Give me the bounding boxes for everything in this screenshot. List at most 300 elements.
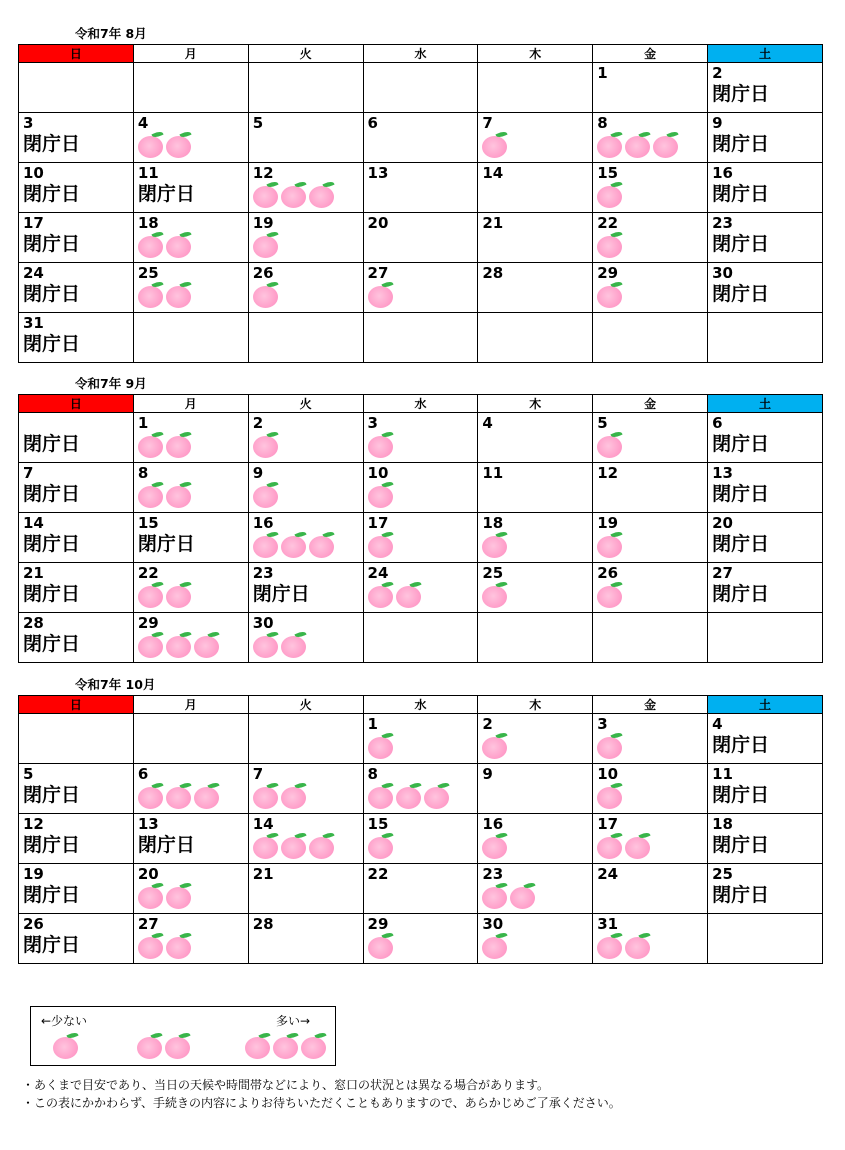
peach-icon bbox=[368, 833, 394, 859]
notes bbox=[22, 1076, 621, 1112]
day-number: 22 bbox=[597, 214, 619, 232]
weekday-header: 金 bbox=[593, 696, 708, 714]
weekday-header: 土 bbox=[708, 45, 823, 63]
month-title: 令和7年 9月 bbox=[75, 376, 147, 391]
weekday-header: 月 bbox=[133, 45, 248, 63]
peach-icon bbox=[138, 282, 164, 308]
crowd-level bbox=[253, 532, 363, 558]
peach-icon bbox=[482, 532, 508, 558]
week-row bbox=[19, 764, 823, 814]
day-cell bbox=[593, 163, 708, 213]
closed-day-label: 閉庁日 bbox=[23, 583, 81, 605]
peach-icon bbox=[166, 132, 192, 158]
calendar-table bbox=[18, 394, 823, 663]
peach-icon bbox=[597, 282, 623, 308]
closed-day-label: 閉庁日 bbox=[23, 183, 81, 205]
closed-day-label: 閉庁日 bbox=[712, 784, 770, 806]
closed-day-label: 閉庁日 bbox=[137, 183, 195, 205]
day-number: 5 bbox=[252, 114, 264, 132]
day-number: 19 bbox=[252, 214, 274, 232]
peach-icon bbox=[253, 232, 279, 258]
day-cell bbox=[19, 714, 134, 764]
peach-icon bbox=[482, 933, 508, 959]
weekday-header: 土 bbox=[708, 696, 823, 714]
day-cell bbox=[593, 113, 708, 163]
crowd-level bbox=[253, 482, 363, 508]
peach-icon bbox=[625, 833, 651, 859]
day-number: 18 bbox=[482, 514, 504, 532]
crowd-level bbox=[482, 933, 592, 959]
closed-day-label: 閉庁日 bbox=[23, 834, 81, 856]
week-row bbox=[19, 864, 823, 914]
closed-day-label: 閉庁日 bbox=[23, 934, 81, 956]
day-number: 3 bbox=[597, 715, 608, 733]
day-number: 11 bbox=[712, 765, 733, 783]
closed-day-label: 閉庁日 bbox=[23, 133, 81, 155]
peach-icon bbox=[253, 282, 279, 308]
peach-icon bbox=[166, 432, 192, 458]
weekday-header: 水 bbox=[363, 45, 478, 63]
day-cell bbox=[363, 864, 478, 914]
crowd-level bbox=[253, 833, 363, 859]
day-cell bbox=[708, 563, 823, 613]
crowd-level bbox=[368, 582, 478, 608]
day-cell bbox=[708, 413, 823, 463]
day-cell bbox=[363, 764, 478, 814]
day-number: 5 bbox=[597, 414, 608, 432]
day-cell bbox=[133, 63, 248, 113]
day-cell bbox=[478, 213, 593, 263]
day-number: 20 bbox=[712, 514, 733, 532]
closed-day-label: 閉庁日 bbox=[137, 533, 195, 555]
peach-icon bbox=[597, 532, 623, 558]
closed-day-label: 閉庁日 bbox=[712, 233, 770, 255]
day-cell bbox=[19, 413, 134, 463]
peach-icon bbox=[253, 632, 279, 658]
crowd-level bbox=[482, 733, 592, 759]
day-number: 9 bbox=[482, 765, 493, 783]
week-row bbox=[19, 113, 823, 163]
day-number: 20 bbox=[367, 214, 389, 232]
day-cell bbox=[593, 513, 708, 563]
day-cell bbox=[19, 914, 134, 964]
day-cell bbox=[593, 814, 708, 864]
day-cell bbox=[708, 63, 823, 113]
legend-few-label: ←少ない bbox=[41, 1014, 88, 1028]
day-cell bbox=[708, 814, 823, 864]
day-number: 24 bbox=[23, 264, 44, 282]
peach-icon bbox=[166, 933, 192, 959]
peach-icon bbox=[194, 632, 220, 658]
peach-icon bbox=[166, 883, 192, 909]
day-number: 14 bbox=[482, 164, 504, 182]
day-number: 8 bbox=[137, 464, 149, 482]
crowd-level bbox=[138, 933, 248, 959]
peach-icon bbox=[166, 482, 192, 508]
day-cell bbox=[248, 213, 363, 263]
day-number: 30 bbox=[712, 264, 733, 282]
calendar-table bbox=[18, 44, 823, 363]
day-cell bbox=[363, 463, 478, 513]
day-cell bbox=[478, 864, 593, 914]
day-cell bbox=[133, 463, 248, 513]
day-number: 21 bbox=[252, 865, 274, 883]
peach-icon bbox=[309, 532, 335, 558]
day-cell bbox=[248, 714, 363, 764]
weekday-header: 金 bbox=[593, 395, 708, 413]
day-number: 7 bbox=[252, 765, 264, 783]
day-number: 4 bbox=[482, 414, 493, 432]
day-cell bbox=[593, 63, 708, 113]
day-number: 27 bbox=[367, 264, 389, 282]
day-cell bbox=[593, 914, 708, 964]
day-cell bbox=[363, 313, 478, 363]
day-number: 23 bbox=[712, 214, 733, 232]
peach-icon bbox=[597, 432, 623, 458]
day-cell bbox=[478, 413, 593, 463]
day-cell bbox=[248, 463, 363, 513]
legend-many-label: 多い→ bbox=[276, 1014, 311, 1028]
day-number: 11 bbox=[482, 464, 504, 482]
crowd-legend bbox=[30, 1006, 336, 1066]
day-number: 8 bbox=[597, 114, 608, 132]
crowd-level bbox=[597, 532, 707, 558]
week-row bbox=[19, 563, 823, 613]
peach-icon bbox=[368, 482, 394, 508]
day-number: 12 bbox=[23, 815, 44, 833]
peach-icon bbox=[281, 833, 307, 859]
crowd-level bbox=[253, 432, 363, 458]
peach-icon bbox=[166, 632, 192, 658]
day-number: 19 bbox=[597, 514, 619, 532]
weekday-header: 日 bbox=[19, 45, 134, 63]
day-number: 17 bbox=[367, 514, 389, 532]
peach-icon bbox=[138, 883, 164, 909]
peach-icon bbox=[368, 933, 394, 959]
day-cell bbox=[19, 113, 134, 163]
day-cell bbox=[478, 263, 593, 313]
weekday-header: 月 bbox=[133, 395, 248, 413]
weekday-header: 火 bbox=[248, 45, 363, 63]
day-number: 25 bbox=[137, 264, 159, 282]
day-number: 31 bbox=[597, 915, 619, 933]
weekday-header: 日 bbox=[19, 696, 134, 714]
day-cell bbox=[478, 914, 593, 964]
day-number: 15 bbox=[137, 514, 159, 532]
day-number: 22 bbox=[137, 564, 159, 582]
peach-icon bbox=[597, 733, 623, 759]
day-cell bbox=[248, 113, 363, 163]
day-cell bbox=[19, 63, 134, 113]
peach-icon bbox=[138, 632, 164, 658]
peach-icon bbox=[253, 532, 279, 558]
day-number: 9 bbox=[712, 114, 723, 132]
peach-icon bbox=[53, 1033, 79, 1059]
week-row bbox=[19, 463, 823, 513]
day-cell bbox=[248, 613, 363, 663]
day-number: 3 bbox=[367, 414, 378, 432]
weekday-header-row bbox=[19, 696, 823, 714]
crowd-level bbox=[253, 282, 363, 308]
day-number: 12 bbox=[252, 164, 274, 182]
closed-day-label: 閉庁日 bbox=[23, 333, 81, 355]
peach-icon bbox=[281, 783, 307, 809]
closed-day-label: 閉庁日 bbox=[23, 483, 81, 505]
day-cell bbox=[363, 263, 478, 313]
day-number: 30 bbox=[482, 915, 504, 933]
weekday-header: 木 bbox=[478, 45, 593, 63]
day-number: 17 bbox=[597, 815, 619, 833]
crowd-level bbox=[368, 933, 478, 959]
weekday-header-row bbox=[19, 395, 823, 413]
crowd-level bbox=[253, 783, 363, 809]
day-cell bbox=[248, 313, 363, 363]
crowd-level bbox=[138, 883, 248, 909]
day-number: 29 bbox=[597, 264, 619, 282]
day-cell bbox=[708, 213, 823, 263]
day-number: 18 bbox=[137, 214, 159, 232]
peach-icon bbox=[597, 783, 623, 809]
day-number: 15 bbox=[367, 815, 389, 833]
day-number: 20 bbox=[137, 865, 159, 883]
legend-level-1 bbox=[53, 1033, 79, 1059]
day-number: 18 bbox=[712, 815, 733, 833]
day-cell bbox=[593, 463, 708, 513]
day-cell bbox=[478, 313, 593, 363]
crowd-level bbox=[597, 432, 707, 458]
day-cell bbox=[593, 613, 708, 663]
day-cell bbox=[19, 163, 134, 213]
day-cell bbox=[133, 563, 248, 613]
day-number: 19 bbox=[23, 865, 44, 883]
crowd-level bbox=[368, 833, 478, 859]
crowd-level bbox=[597, 132, 707, 158]
day-cell bbox=[708, 313, 823, 363]
crowd-level bbox=[138, 132, 248, 158]
day-cell bbox=[708, 764, 823, 814]
day-number: 16 bbox=[712, 164, 733, 182]
week-row bbox=[19, 413, 823, 463]
day-number: 17 bbox=[23, 214, 44, 232]
peach-icon bbox=[138, 482, 164, 508]
day-number: 29 bbox=[367, 915, 389, 933]
peach-icon bbox=[625, 933, 651, 959]
day-cell bbox=[19, 463, 134, 513]
closed-day-label: 閉庁日 bbox=[712, 884, 770, 906]
day-cell bbox=[133, 764, 248, 814]
peach-icon bbox=[253, 783, 279, 809]
week-row bbox=[19, 263, 823, 313]
weekday-header: 月 bbox=[133, 696, 248, 714]
peach-icon bbox=[482, 132, 508, 158]
peach-icon bbox=[138, 582, 164, 608]
day-number: 27 bbox=[712, 564, 733, 582]
peach-icon bbox=[253, 482, 279, 508]
day-cell bbox=[708, 113, 823, 163]
day-number: 6 bbox=[367, 114, 378, 132]
crowd-level bbox=[368, 532, 478, 558]
day-number: 4 bbox=[137, 114, 149, 132]
day-cell bbox=[133, 864, 248, 914]
closed-day-label: 閉庁日 bbox=[712, 734, 770, 756]
peach-icon bbox=[597, 182, 623, 208]
crowd-level bbox=[138, 632, 248, 658]
day-number: 22 bbox=[367, 865, 389, 883]
day-cell bbox=[363, 914, 478, 964]
day-cell bbox=[19, 613, 134, 663]
crowd-level bbox=[138, 582, 248, 608]
day-cell bbox=[248, 63, 363, 113]
crowd-level bbox=[597, 783, 707, 809]
crowd-level bbox=[482, 532, 592, 558]
weekday-header: 火 bbox=[248, 696, 363, 714]
peach-icon bbox=[138, 432, 164, 458]
day-number: 13 bbox=[137, 815, 159, 833]
peach-icon bbox=[281, 632, 307, 658]
month-title: 令和7年 8月 bbox=[75, 26, 147, 41]
weekday-header: 金 bbox=[593, 45, 708, 63]
peach-icon bbox=[166, 582, 192, 608]
closed-day-label: 閉庁日 bbox=[252, 583, 310, 605]
day-number: 6 bbox=[137, 765, 149, 783]
crowd-level bbox=[253, 182, 363, 208]
day-cell bbox=[478, 714, 593, 764]
day-cell bbox=[19, 814, 134, 864]
day-number: 12 bbox=[597, 464, 619, 482]
peach-icon bbox=[309, 182, 335, 208]
day-cell bbox=[478, 513, 593, 563]
closed-day-label: 閉庁日 bbox=[712, 133, 770, 155]
day-cell bbox=[133, 313, 248, 363]
closed-day-label: 閉庁日 bbox=[712, 834, 770, 856]
day-number: 1 bbox=[367, 715, 378, 733]
crowd-level bbox=[138, 482, 248, 508]
weekday-header: 木 bbox=[478, 395, 593, 413]
peach-icon bbox=[368, 282, 394, 308]
closed-day-label: 閉庁日 bbox=[712, 533, 770, 555]
day-cell bbox=[133, 413, 248, 463]
peach-icon bbox=[368, 582, 394, 608]
closed-day-label: 閉庁日 bbox=[23, 433, 81, 455]
day-cell bbox=[133, 113, 248, 163]
weekday-header: 土 bbox=[708, 395, 823, 413]
peach-icon bbox=[166, 232, 192, 258]
peach-icon bbox=[245, 1033, 271, 1059]
day-cell bbox=[363, 163, 478, 213]
crowd-level bbox=[138, 282, 248, 308]
crowd-level bbox=[482, 883, 592, 909]
closed-day-label: 閉庁日 bbox=[23, 884, 81, 906]
week-row bbox=[19, 63, 823, 113]
day-number: 1 bbox=[597, 64, 608, 82]
week-row bbox=[19, 613, 823, 663]
legend-level-3 bbox=[245, 1033, 327, 1059]
peach-icon bbox=[273, 1033, 299, 1059]
day-cell bbox=[363, 113, 478, 163]
day-cell bbox=[708, 914, 823, 964]
closed-day-label: 閉庁日 bbox=[712, 283, 770, 305]
day-cell bbox=[593, 213, 708, 263]
day-cell bbox=[248, 513, 363, 563]
week-row bbox=[19, 163, 823, 213]
peach-icon bbox=[597, 232, 623, 258]
peach-icon bbox=[138, 132, 164, 158]
day-number: 25 bbox=[712, 865, 733, 883]
day-number: 14 bbox=[252, 815, 274, 833]
day-cell bbox=[478, 814, 593, 864]
day-cell bbox=[593, 864, 708, 914]
peach-icon bbox=[166, 282, 192, 308]
crowd-level bbox=[138, 232, 248, 258]
note-2: ・この表にかかわらず、手続きの内容によりお待ちいただくこともありますので、あらかじめご了承ください。 bbox=[22, 1096, 621, 1110]
peach-icon bbox=[597, 933, 623, 959]
day-number: 24 bbox=[367, 564, 389, 582]
peach-icon bbox=[510, 883, 536, 909]
day-number: 29 bbox=[137, 614, 159, 632]
day-cell bbox=[363, 563, 478, 613]
day-cell bbox=[19, 513, 134, 563]
day-cell bbox=[593, 413, 708, 463]
peach-icon bbox=[368, 532, 394, 558]
day-cell bbox=[363, 814, 478, 864]
closed-day-label: 閉庁日 bbox=[23, 784, 81, 806]
crowd-level bbox=[482, 132, 592, 158]
crowd-level bbox=[138, 783, 248, 809]
day-cell bbox=[19, 563, 134, 613]
day-number: 13 bbox=[367, 164, 389, 182]
legend-level-2 bbox=[137, 1033, 191, 1059]
day-cell bbox=[708, 163, 823, 213]
day-cell bbox=[133, 213, 248, 263]
peach-icon bbox=[137, 1033, 163, 1059]
day-cell bbox=[363, 213, 478, 263]
day-number: 1 bbox=[137, 414, 149, 432]
day-cell bbox=[478, 113, 593, 163]
day-cell bbox=[363, 63, 478, 113]
day-cell bbox=[19, 213, 134, 263]
day-cell bbox=[708, 864, 823, 914]
closed-day-label: 閉庁日 bbox=[23, 633, 81, 655]
crowd-level bbox=[597, 282, 707, 308]
day-cell bbox=[133, 613, 248, 663]
day-number: 13 bbox=[712, 464, 733, 482]
day-cell bbox=[363, 613, 478, 663]
day-cell bbox=[19, 313, 134, 363]
day-number: 24 bbox=[597, 865, 619, 883]
closed-day-label: 閉庁日 bbox=[712, 183, 770, 205]
peach-icon bbox=[309, 833, 335, 859]
day-cell bbox=[478, 563, 593, 613]
crowd-level bbox=[368, 282, 478, 308]
day-number: 11 bbox=[137, 164, 159, 182]
day-cell bbox=[708, 513, 823, 563]
day-cell bbox=[593, 263, 708, 313]
day-number: 7 bbox=[23, 464, 34, 482]
crowd-level bbox=[482, 833, 592, 859]
day-cell bbox=[248, 814, 363, 864]
peach-icon bbox=[281, 532, 307, 558]
week-row bbox=[19, 714, 823, 764]
week-row bbox=[19, 914, 823, 964]
day-cell bbox=[133, 914, 248, 964]
day-number: 8 bbox=[367, 765, 378, 783]
week-row bbox=[19, 213, 823, 263]
day-cell bbox=[248, 864, 363, 914]
peach-icon bbox=[482, 582, 508, 608]
day-cell bbox=[133, 714, 248, 764]
day-cell bbox=[248, 914, 363, 964]
closed-day-label: 閉庁日 bbox=[712, 83, 770, 105]
